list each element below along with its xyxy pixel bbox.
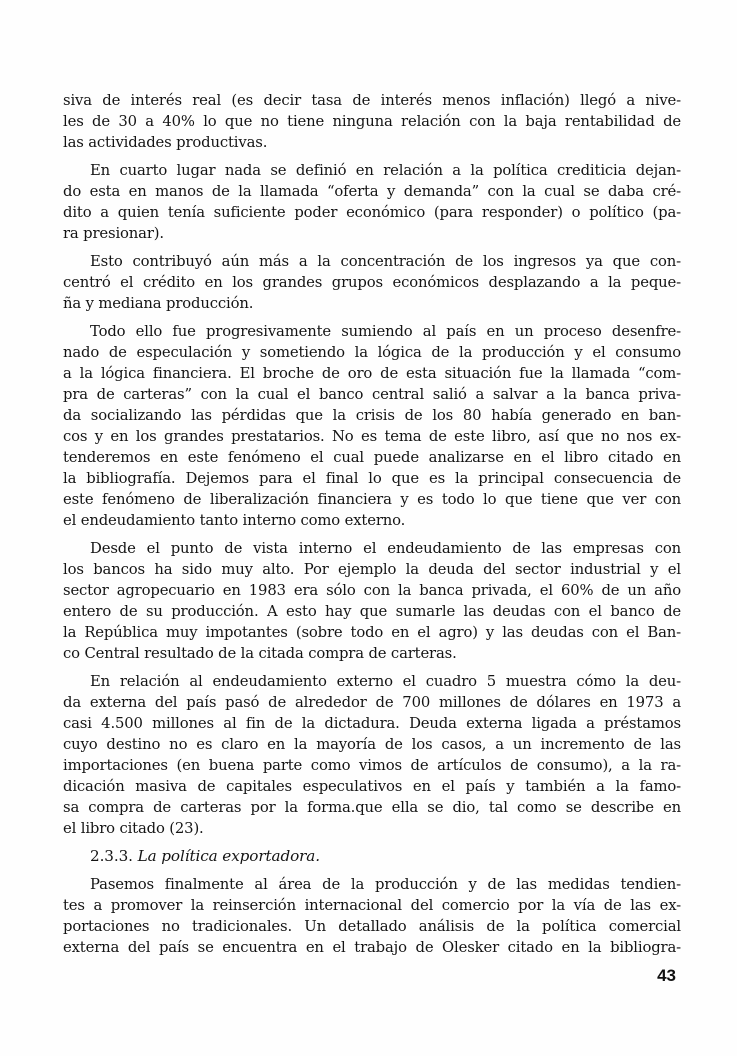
text-line: da socializando las pérdidas que la crisis de los 80 había generado en ban- (63, 407, 681, 424)
section-heading (63, 846, 681, 867)
text-line: tenderemos en este fenómeno el cual puede analizarse en el libro citado en (63, 449, 681, 466)
paragraph (63, 321, 681, 531)
text-line: a la lógica financiera. El broche de oro de esta situación fue la llamada “com- (63, 365, 681, 382)
text-line: importaciones (en buena parte como vimos de artículos de consumo), a la ra- (63, 757, 681, 774)
text-line: cuyo destino no es claro en la mayoría de los casos, a un incremento de las (63, 736, 681, 753)
text-line: pra de carteras” con la cual el banco central salió a salvar a la banca priva- (63, 386, 681, 403)
text-line: cos y en los grandes prestatarios. No es tema de este libro, así que no nos ex- (63, 428, 681, 445)
text-line: do esta en manos de la llamada “oferta y demanda” con la cual se daba cré- (63, 183, 681, 200)
text-line: las actividades productivas. (63, 134, 268, 151)
text-line: centró el crédito en los grandes grupos económicos desplazando a la peque- (63, 274, 681, 291)
text-line: ña y mediana producción. (63, 295, 254, 312)
paragraph (63, 90, 681, 153)
text-line: les de 30 a 40% lo que no tiene ninguna relación con la baja rentabilidad de (63, 113, 681, 130)
text-line: portaciones no tradicionales. Un detallado análisis de la política comercial (63, 918, 681, 935)
text-line: ra presionar). (63, 225, 164, 242)
text-line: co Central resultado de la citada compra de carteras. (63, 645, 457, 662)
paragraph (63, 874, 681, 958)
text-line: tes a promover la reinserción internacional del comercio por la vía de las ex- (63, 897, 681, 914)
text-line: En cuarto lugar nada se definió en relación a la política crediticia dejan- (90, 162, 681, 179)
text-line: los bancos ha sido muy alto. Por ejemplo la deuda del sector industrial y el (63, 561, 681, 578)
text-line: sa compra de carteras por la forma.que ella se dio, tal como se describe en (63, 799, 681, 816)
text-column (63, 90, 681, 965)
text-line: este fenómeno de liberalización financiera y es todo lo que tiene que ver con (63, 491, 681, 508)
text-line: En relación al endeudamiento externo el cuadro 5 muestra cómo la deu- (90, 673, 681, 690)
text-line: el libro citado (23). (63, 820, 204, 837)
page-number: 43 (657, 966, 676, 985)
section-title: La política exportadora. (137, 847, 320, 865)
text-line: siva de interés real (es decir tasa de interés menos inflación) llegó a nive- (63, 92, 681, 109)
text-line: la bibliografía. Dejemos para el final lo que es la principal consecuencia de (63, 470, 681, 487)
text-line: el endeudamiento tanto interno como externo. (63, 512, 406, 529)
paragraph (63, 251, 681, 314)
text-line: Todo ello fue progresivamente sumiendo al país en un proceso desenfre- (90, 323, 681, 340)
paragraph (63, 671, 681, 839)
text-line: Desde el punto de vista interno el endeudamiento de las empresas con (90, 540, 681, 557)
text-line: casi 4.500 millones al fin de la dictadura. Deuda externa ligada a préstamos (63, 715, 681, 732)
text-line: dito a quien tenía suficiente poder económico (para responder) o político (pa- (63, 204, 681, 221)
paragraph (63, 160, 681, 244)
text-line: externa del país se encuentra en el trabajo de Olesker citado en la bibliogra- (63, 939, 681, 956)
paragraph (63, 538, 681, 664)
text-line: sector agropecuario en 1983 era sólo con la banca privada, el 60% de un año (63, 582, 681, 599)
text-line: da externa del país pasó de alrededor de 700 millones de dólares en 1973 a (63, 694, 681, 711)
text-line: dicación masiva de capitales especulativos en el país y también a la famo- (63, 778, 681, 795)
text-line: entero de su producción. A esto hay que sumarle las deudas con el banco de (63, 603, 681, 620)
text-line: nado de especulación y sometiendo la lógica de la producción y el consumo (63, 344, 681, 361)
text-line: la República muy impotantes (sobre todo en el agro) y las deudas con el Ban- (63, 624, 681, 641)
text-line: Pasemos finalmente al área de la producción y de las medidas tendien- (90, 876, 681, 893)
section-number: 2.3.3. (90, 847, 138, 865)
text-line: Esto contribuyó aún más a la concentración de los ingresos ya que con- (90, 253, 681, 270)
